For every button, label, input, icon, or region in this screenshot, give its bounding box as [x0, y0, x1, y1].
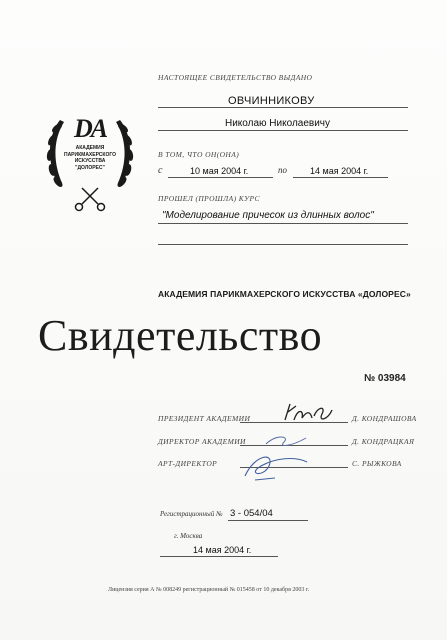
- city: г. Москва: [174, 532, 203, 540]
- logo-line: "ДОЛОРЕС": [75, 164, 105, 171]
- issue-date: 14 мая 2004 г.: [193, 545, 252, 555]
- certificate-number: № 03984: [364, 373, 406, 384]
- course-line: [158, 223, 408, 224]
- from-prefix: с: [158, 165, 163, 176]
- surname: ОВЧИННИКОВУ: [228, 95, 315, 107]
- period-label: В ТОМ, ЧТО ОН(ОНА): [158, 150, 240, 159]
- document-title: Свидетельство: [38, 311, 323, 360]
- signatory-name: Д. КОНДРАШОВА: [352, 414, 417, 423]
- signatory-role: ДИРЕКТОР АКАДЕМИИ: [158, 437, 246, 446]
- logo-line: ИСКУССТВА: [74, 158, 106, 164]
- signatory-name: Д. КОНДРАЦКАЯ: [352, 437, 415, 446]
- course-label: ПРОШЕЛ (ПРОШЛА) КУРС: [158, 194, 260, 203]
- course-line-2: [158, 244, 408, 245]
- logo-text: [60, 145, 120, 171]
- signatory-role: АРТ-ДИРЕКТОР: [158, 459, 218, 468]
- to-date-line: [293, 177, 388, 178]
- signature-art-director: [235, 448, 315, 488]
- given-name-line: [158, 130, 408, 131]
- given-name: Николаю Николаевичу: [225, 118, 331, 129]
- registration-line: [228, 520, 308, 521]
- logo-line: АКАДЕМИЯ: [75, 145, 105, 151]
- signatory-role: ПРЕЗИДЕНТ АКАДЕМИИ: [158, 414, 251, 423]
- to-date: 14 мая 2004 г.: [310, 166, 369, 176]
- license-text: Лицензия серия А № 008249 регистрационный № 015458 от 10 декабря 2003 г.: [108, 587, 310, 593]
- academy-name: АКАДЕМИЯ ПАРИКМАХЕРСКОГО ИСКУССТВА «ДОЛОРЕС»: [158, 289, 411, 299]
- to-prefix: по: [278, 165, 287, 175]
- signatory-name: С. РЫЖКОВА: [352, 459, 402, 468]
- signature-president: [280, 398, 340, 428]
- course-name: "Моделирование причесок из длинных волос": [162, 210, 374, 221]
- from-date: 10 мая 2004 г.: [190, 166, 249, 176]
- logo-monogram: DA: [74, 114, 107, 143]
- registration-label: Регистрационный №: [160, 510, 223, 518]
- from-date-line: [168, 177, 273, 178]
- issue-date-line: [160, 556, 278, 557]
- issued-label: НАСТОЯЩЕЕ СВИДЕТЕЛЬСТВО ВЫДАНО: [158, 73, 313, 82]
- surname-line: [158, 107, 408, 108]
- logo-line: ПАРИКМАХЕРСКОГО: [63, 151, 117, 158]
- registration-value: 3 - 054/04: [230, 508, 273, 519]
